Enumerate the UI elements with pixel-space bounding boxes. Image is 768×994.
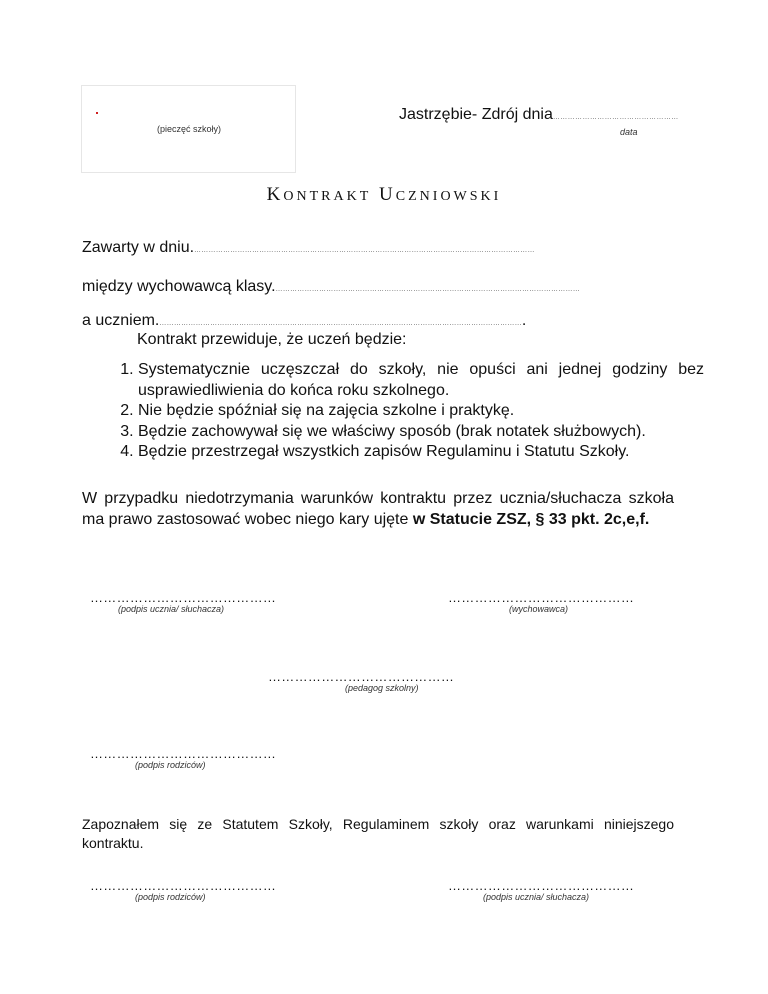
title-k-cap: K [266,184,284,205]
date-label: data [620,127,638,137]
date-prefix: Jastrzębie- Zdrój dnia [399,106,553,123]
penalty-reference: w Statucie ZSZ, § 33 pkt. 2c,e,f. [412,510,650,528]
teacher-dots: ……………………………………………………………………………………………………………… [275,286,581,293]
parents-signature-label: (podpis rodziców) [135,760,206,770]
teacher-label: między wychowawcą klasy. [82,278,276,295]
list-item: 1. Systematycznie uczęszczał do szkoły, nie opuści ani jednej godziny bez usprawiedliwienia do końca roku szkolnego. [138,360,704,401]
concluded-dots: …………………………………………………………………………………………………………………………… [194,247,535,254]
student-signature-line: …………………………………… [90,590,277,605]
date-dots: …………………………………………… [552,114,679,121]
title-u-rest: CZNIOWSKI [395,189,502,204]
bottom-parents-signature-line: …………………………………… [90,878,277,893]
penalty-paragraph [82,489,674,530]
contract-intro: Kontrakt przewiduje, że uczeń będzie: [137,331,407,348]
list-item: 4. Będzie przestrzegał wszystkich zapisów Regulaminu i Statutu Szkoły. [138,442,704,463]
pedagog-signature-line: …………………………………… [268,669,455,684]
parents-signature-line: …………………………………… [90,746,277,761]
teacher-signature-line: …………………………………… [448,590,635,605]
bottom-student-signature-label: (podpis ucznia/ słuchacza) [483,892,590,902]
pedagog-signature-label: (pedagog szkolny) [345,683,419,693]
title-k-rest: ONTRAKT [283,189,372,204]
concluded-date-field [82,239,535,257]
stamp-label: (pieczęć szkoły) [157,124,222,134]
school-stamp-box [81,85,296,173]
student-end: . [521,312,527,329]
penalty-text: W przypadku niedotrzymania warunków kontraktu przez ucznia/słuchacza szkoła ma prawo zastosować wobec niego kary ujęte [82,490,674,528]
stamp-mark [96,112,98,114]
concluded-label: Zawarty w dniu. [82,239,195,256]
bottom-student-signature-line: …………………………………… [448,878,635,893]
teacher-signature-label: (wychowawca) [509,604,569,614]
date-line [399,106,679,124]
bottom-parents-signature-label: (podpis rodziców) [135,892,206,902]
student-signature-label: (podpis ucznia/ słuchacza) [118,604,225,614]
student-dots: …………………………………………………………………………………………………………………………………… [159,320,522,327]
acknowledgement-text: Zapoznałem się ze Statutem Szkoły, Regulaminem szkoły oraz warunkami niniejszego kontraktu. [82,816,674,851]
student-label: a uczniem. [82,312,160,329]
teacher-field [82,278,580,296]
list-item: 2. Nie będzie spóźniał się na zajęcia szkolne i praktykę. [138,401,704,422]
title-u-cap: U [379,184,396,205]
student-field [82,312,526,330]
obligations-list [110,360,704,463]
document-title [0,184,768,206]
list-item: 3. Będzie zachowywał się we właściwy sposób (brak notatek służbowych). [138,422,704,443]
